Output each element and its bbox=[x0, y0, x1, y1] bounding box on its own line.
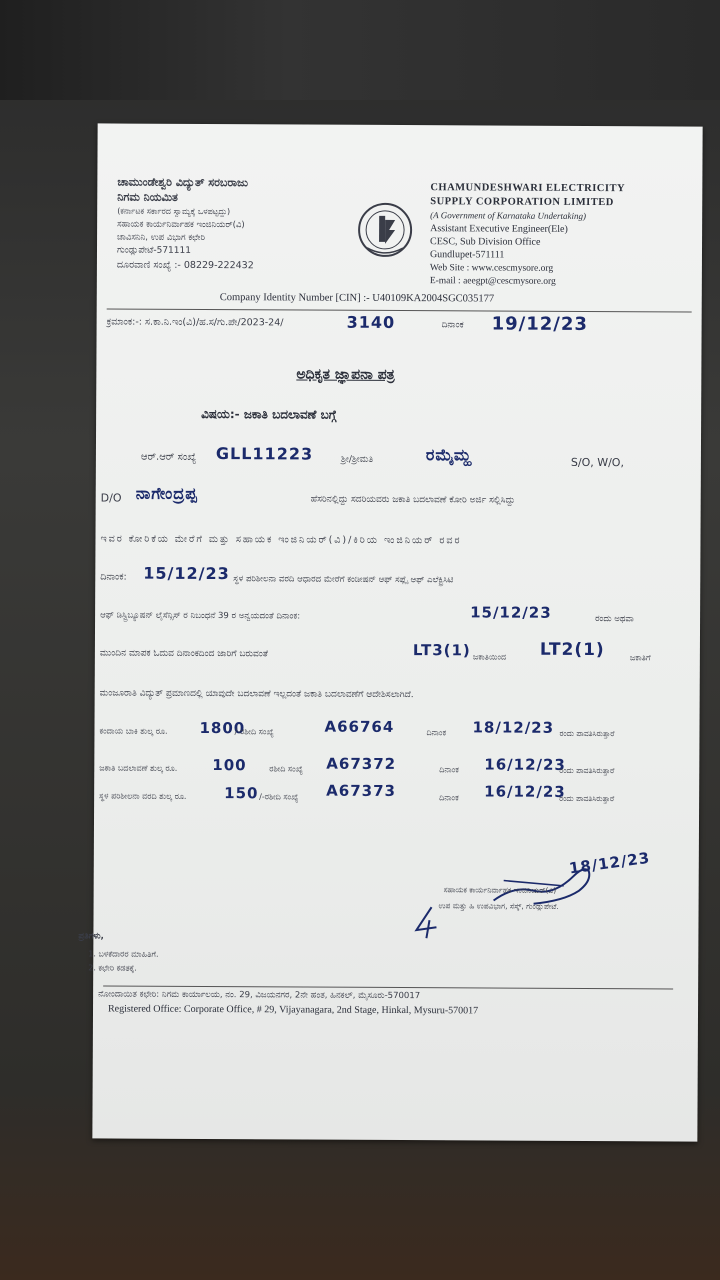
l6-mid: ಜಕಾತಿಯಿಂದ bbox=[472, 652, 507, 662]
l4-label: ದಿನಾಂಕ: bbox=[100, 571, 127, 583]
fee-2-amount: 100 bbox=[212, 756, 247, 775]
date-label: ದಿನಾಂಕ bbox=[441, 320, 464, 331]
fee-2-tail: ರಂದು ಪಾವತಿಸಿರುತ್ತಾರೆ bbox=[559, 765, 615, 776]
body-line-2-tail: ಹೆಸರಿನಲ್ಲಿದ್ದು ಸದರಿಯವರು ಜಕಾತಿ ಬದಲಾವಣೆ ಕೋರಿ ಅರ್ಜಿ ಸಲ್ಲಿಸಿದ್ದು bbox=[310, 494, 515, 506]
father-value: ನಾಗೇಂದ್ರಪ್ಪ bbox=[135, 483, 198, 503]
body-line-3: ಇವರ ಕೋರಿಕೆಯ ಮೇರೆಗೆ ಮತ್ತು ಸಹಾಯಕ ಇಂಜಿನಿಯರ್(ವಿ)/ಕಿರಿಯ ಇಂಜಿನಿಯರ್ ರವರ bbox=[100, 533, 462, 547]
signature-line-2: ಉಪ ಮತ್ತು ಹಿ ಉಪವಿಭಾಗ, ಸೆಸ್ಕ್, ಗುಂಡ್ಲುಪೇಟೆ. bbox=[438, 901, 559, 911]
fee-1-suffix: /-ರಶೀದಿ ಸಂಖ್ಯೆ bbox=[234, 727, 274, 737]
rr-value: GLL11223 bbox=[215, 444, 314, 464]
fee-3-receipt: A67373 bbox=[326, 781, 397, 800]
en-org-line-3: (A Government of Karnataka Undertaking) bbox=[430, 210, 587, 221]
sri-label: ಶ್ರೀ/ಶ್ರೀಮತಿ bbox=[340, 454, 374, 465]
fee-1-label: ಕಂದಾಯ ಬಾಕಿ ಶುಲ್ಕ ರೂ. bbox=[99, 726, 168, 736]
l6-head: ಮುಂದಿನ ಮಾಪಕ ಓದುವ ದಿನಾಂಕದಿಂದ ಜಾರಿಗೆ ಬರುವಂತೆ bbox=[99, 648, 268, 660]
ref-number: 3140 bbox=[346, 312, 396, 332]
fee-2-date-label: ದಿನಾಂಕ bbox=[439, 765, 459, 775]
so-wo-label: S/O, W/O, bbox=[570, 455, 625, 470]
rr-label: ಆರ್.ಆರ್ ಸಂಖ್ಯೆ bbox=[140, 451, 197, 463]
cin-text: Company Identity Number [CIN] :- U40109KA2004SGC035177 bbox=[219, 292, 495, 305]
fee-1-amount: 1800 bbox=[199, 718, 246, 738]
copies-item-1: 1. ಬಳಕೆದಾರರ ಮಾಹಿತಿಗೆ. bbox=[88, 949, 159, 959]
en-org-line-5: CESC, Sub Division Office bbox=[430, 236, 541, 248]
copies-label: ಪ್ರತಿಗಳು, bbox=[78, 931, 104, 942]
kn-org-line-5: ಚಾವಿಸನಿನಿ, ಉಪ ವಿಭಾಗ ಕಛೇರಿ bbox=[117, 232, 206, 243]
fee-3-tail: ರಂದು ಪಾವತಿಸಿರುತ್ತಾರೆ bbox=[559, 793, 615, 804]
fee-1-date: 18/12/23 bbox=[472, 718, 555, 737]
kn-org-line-2: ನಿಗಮ ನಿಯಮಿತ bbox=[117, 190, 178, 204]
footer-kn: ನೋಂದಾಯಿತ ಕಛೇರಿ: ನಿಗಮ ಕಾರ್ಯಾಲಯ, ನಂ. 29, ವಿಜಯನಗರ, 2ನೇ ಹಂತ, ಹಿನಕಲ್, ಮೈಸೂರು-570017 bbox=[98, 989, 421, 1002]
signature-line-1: ಸಹಾಯಕ ಕಾರ್ಯನಿರ್ವಾಹಕ ಇಂಜಿನಿಯರ್(ವಿ) bbox=[443, 885, 557, 895]
kn-org-line-6: ಗುಂಡ್ಲುಪೇಟೆ-571111 bbox=[116, 245, 191, 256]
name-value: ರಮೈಮ್ಹ bbox=[425, 445, 473, 465]
fee-2-date: 16/12/23 bbox=[484, 755, 566, 774]
cesc-logo-icon bbox=[355, 200, 415, 260]
en-org-line-6: Gundlupet-571111 bbox=[429, 249, 505, 261]
l6-from-tariff: LT3(1) bbox=[412, 641, 471, 660]
fee-2-label: ಜಕಾತಿ ಬದಲಾವಣೆ ಶುಲ್ಕ ರೂ. bbox=[99, 763, 178, 773]
fee-3-amount: 150 bbox=[224, 784, 259, 803]
page-title: ಅಧಿಕೃತ ಜ್ಞಾಪನಾ ಪತ್ರ bbox=[296, 366, 395, 383]
letter-document bbox=[78, 123, 702, 1141]
body-line-7: ಮಂಜೂರಾತಿ ವಿದ್ಯುತ್ ಪ್ರಮಾಣದಲ್ಲಿ ಯಾವುದೇ ಬದಲಾವಣೆ ಇಲ್ಲದಂತೆ ಜಕಾತಿ ಬದಲಾವಣೆಗೆ ಆದೇಶಿಸಲಾಗಿದೆ. bbox=[99, 688, 414, 701]
l4-date: 15/12/23 bbox=[143, 563, 230, 584]
en-org-line-2: SUPPLY CORPORATION LIMITED bbox=[430, 196, 614, 209]
fee-1-receipt: A66764 bbox=[324, 717, 395, 736]
footer-en: Registered Office: Corporate Office, # 29, Vijayanagara, 2nd Stage, Hinkal, Mysuru-570017 bbox=[107, 1003, 479, 1017]
fee-1-date-label: ದಿನಾಂಕ bbox=[426, 728, 447, 738]
kn-org-line-3: (ಕರ್ನಾಟಕ ಸರ್ಕಾರದ ಸ್ವಾಮ್ಯಕ್ಕೆ ಒಳಪಟ್ಟದ್ದು) bbox=[117, 206, 231, 217]
l5-tail: ರಂದು ಅಥವಾ bbox=[595, 614, 634, 625]
kn-org-line-7: ದೂರವಾಣಿ ಸಂಖ್ಯೆ :- 08229-222432 bbox=[116, 259, 254, 272]
fee-3-suffix: /-ರಶೀದಿ ಸಂಖ್ಯೆ bbox=[259, 792, 299, 802]
fee-2-suffix: ರಶೀದಿ ಸಂಖ್ಯೆ bbox=[269, 764, 303, 774]
signature-date: 18/12/23 bbox=[567, 848, 652, 878]
fee-2-receipt: A67372 bbox=[326, 754, 397, 773]
ref-label: ಕ್ರಮಾಂಕ:-: ಸ.ಕಾ.ನಿ.ಇಂ(ವಿ)/ಹ.ಸ/ಗು.ಪೇ/2023-24/ bbox=[106, 316, 284, 329]
background-wall bbox=[0, 0, 720, 100]
l6-to-tariff: LT2(1) bbox=[539, 639, 605, 661]
website-text: Web Site : www.cescmysore.org bbox=[429, 263, 554, 274]
l6-tail: ಜಕಾತಿಗೆ bbox=[629, 653, 651, 663]
email-text: E-mail : aeegpt@cescmysore.org bbox=[429, 276, 556, 287]
handwritten-mark-icon bbox=[411, 905, 441, 940]
date-value: 19/12/23 bbox=[491, 313, 588, 335]
l5-date: 15/12/23 bbox=[470, 603, 552, 622]
l5-head: ಆಫ್ ಡಿಸ್ಟ್ರಿಬ್ಯೂಷನ್ ಲೈಸೆನ್ಸಿಸ್ ರ ನಿಬಂಧನೆ 39 ರ ಅನ್ವಯದಂತೆ ದಿನಾಂಕ: bbox=[100, 610, 301, 622]
fee-3-date: 16/12/23 bbox=[484, 782, 566, 801]
fee-3-date-label: ದಿನಾಂಕ bbox=[439, 793, 459, 803]
copies-item-2: 2. ಕಛೇರಿ ಕಡತಕ್ಕೆ. bbox=[88, 963, 137, 973]
l4-tail: ಸ್ಥಳ ಪರಿಶೀಲನಾ ವರದಿ ಆಧಾರದ ಮೇರೆಗೆ ಕಂಡೀಷನ್ ಆಫ್ ಸಪ್ಲೈ ಆಫ್ ಎಲೆಕ್ಟ್ರಿಸಿಟಿ bbox=[233, 574, 454, 586]
en-org-line-1: CHAMUNDESHWARI ELECTRICITY bbox=[430, 182, 626, 195]
fee-3-label: ಸ್ಥಳ ಪರಿಶೀಲನಾ ವರದಿ ಶುಲ್ಕ ರೂ. bbox=[99, 791, 187, 801]
kn-org-line-4: ಸಹಾಯಕ ಕಾರ್ಯನಿರ್ವಾಹಕ ಇಂಜಿನಿಯರ್(ವಿ) bbox=[117, 219, 245, 231]
do-label: D/O bbox=[100, 491, 122, 505]
kn-org-line-1: ಚಾಮುಂಡೇಶ್ವರಿ ವಿದ್ಯುತ್ ಸರಬರಾಜು bbox=[117, 175, 249, 190]
en-org-line-4: Assistant Executive Engineer(Ele) bbox=[430, 223, 568, 235]
fee-1-tail: ರಂದು ಪಾವತಿಸಿರುತ್ತಾರೆ bbox=[559, 728, 615, 739]
subject-line: ವಿಷಯ:- ಜಕಾತಿ ಬದಲಾವಣೆ ಬಗ್ಗೆ bbox=[201, 406, 337, 422]
